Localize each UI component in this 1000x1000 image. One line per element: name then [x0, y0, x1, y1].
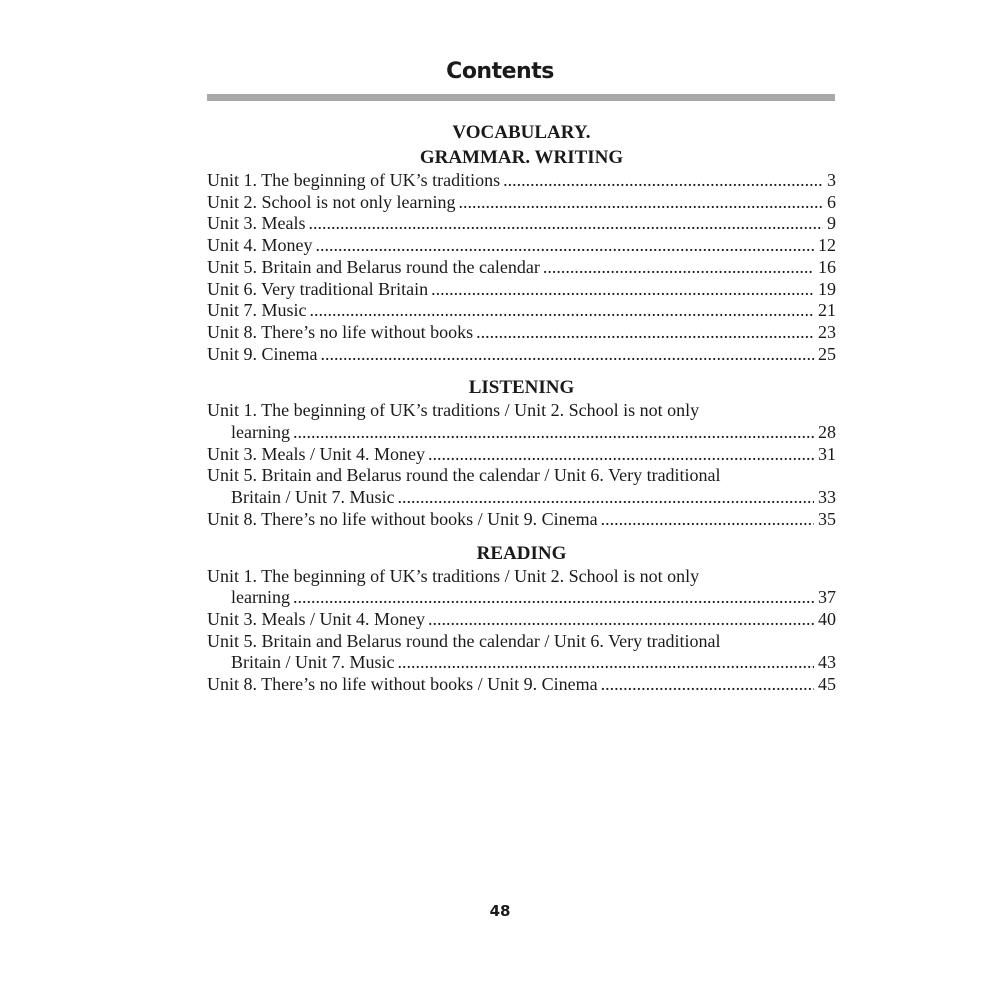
dot-leader: [309, 213, 824, 235]
entry-continuation: [207, 487, 836, 509]
dot-leader: [543, 257, 814, 279]
entry-label: Unit 5. Britain and Belarus round the calendar: [207, 256, 540, 277]
entry-label: learning: [231, 422, 290, 443]
entry-label: Unit 9. Cinema: [207, 343, 318, 364]
toc-entry[interactable]: [207, 257, 836, 279]
section-heading-line: LISTENING: [468, 377, 575, 399]
dot-leader: [293, 422, 814, 444]
toc-entry[interactable]: [207, 213, 836, 235]
entry-page-number: 25: [818, 343, 836, 364]
section-heading: [207, 120, 836, 170]
entry-label: Britain / Unit 7. Music: [231, 487, 395, 508]
entry-page-number: 28: [818, 422, 836, 443]
entry-page-number: 35: [818, 508, 836, 529]
entry-page-number: 33: [818, 487, 836, 508]
entry-label: Unit 6. Very traditional Britain: [207, 278, 429, 299]
entry-label: Unit 4. Money: [207, 235, 313, 256]
entry-label: Unit 3. Meals / Unit 4. Money: [207, 443, 425, 464]
entry-first-line: Unit 5. Britain and Belarus round the calendar / Unit 6. Very traditional: [207, 630, 721, 651]
entry-page-number: 12: [818, 235, 836, 256]
toc-entry[interactable]: [207, 322, 836, 344]
toc-entry[interactable]: [207, 279, 836, 301]
toc-entry[interactable]: [207, 465, 836, 508]
entry-first-line: Unit 5. Britain and Belarus round the calendar / Unit 6. Very traditional: [207, 465, 721, 486]
dot-leader: [428, 444, 814, 466]
toc-entry[interactable]: [207, 674, 836, 696]
dot-leader: [316, 235, 815, 257]
dot-leader: [310, 300, 814, 322]
toc-entry[interactable]: [207, 509, 836, 531]
dot-leader: [601, 674, 814, 696]
entry-label: Unit 8. There’s no life without books: [207, 321, 474, 342]
entry-label: Unit 3. Meals: [207, 213, 306, 234]
entry-label: Unit 3. Meals / Unit 4. Money: [207, 608, 425, 629]
entry-page-number: 40: [818, 608, 836, 629]
entry-continuation: [207, 587, 836, 609]
section-vocabulary: [207, 120, 836, 365]
entry-label: Unit 8. There’s no life without books / Unit 9. Cinema: [207, 508, 598, 529]
entry-page-number: 6: [827, 191, 836, 212]
dot-leader: [476, 322, 814, 344]
toc-entry[interactable]: [207, 609, 836, 631]
entry-page-number: 31: [818, 443, 836, 464]
toc-entry[interactable]: [207, 344, 836, 366]
section-listening: [207, 375, 836, 530]
page-title: Contents: [446, 59, 554, 84]
entry-page-number: 45: [818, 674, 836, 695]
section-reading: [207, 541, 836, 696]
toc-entry[interactable]: [207, 170, 836, 192]
entry-page-number: 19: [818, 278, 836, 299]
toc-entry[interactable]: [207, 300, 836, 322]
entry-page-number: 37: [818, 587, 836, 608]
dot-leader: [431, 279, 814, 301]
dot-leader: [398, 652, 815, 674]
title-rule: [207, 94, 835, 101]
entry-label: Britain / Unit 7. Music: [231, 652, 395, 673]
dot-leader: [398, 487, 815, 509]
entry-first-line: Unit 1. The beginning of UK’s traditions / Unit 2. School is not only: [207, 400, 700, 421]
dot-leader: [503, 170, 823, 192]
entry-label: Unit 2. School is not only learning: [207, 191, 456, 212]
dot-leader: [428, 609, 814, 631]
dot-leader: [458, 192, 823, 214]
dot-leader: [293, 587, 814, 609]
section-heading-line: VOCABULARY.: [452, 122, 591, 143]
dot-leader: [601, 509, 814, 531]
entry-page-number: 23: [818, 321, 836, 342]
entry-page-number: 16: [818, 256, 836, 277]
entry-page-number: 3: [827, 170, 836, 190]
page-number: 48: [489, 902, 511, 920]
section-heading-line: READING: [476, 542, 567, 564]
toc-entry[interactable]: [207, 400, 836, 443]
entry-page-number: 21: [818, 300, 836, 321]
table-of-contents: [207, 120, 836, 696]
entry-page-number: 9: [827, 213, 836, 234]
entry-label: Unit 7. Music: [207, 300, 307, 321]
entry-page-number: 43: [818, 652, 836, 673]
dot-leader: [321, 344, 815, 366]
toc-entry[interactable]: [207, 192, 836, 214]
section-heading: [207, 375, 836, 400]
entry-label: Unit 1. The beginning of UK’s traditions: [207, 170, 501, 190]
toc-entry[interactable]: [207, 631, 836, 674]
section-heading-line: GRAMMAR. WRITING: [419, 147, 624, 168]
entry-continuation: [207, 422, 836, 444]
entry-label: learning: [231, 587, 290, 608]
section-heading: [207, 541, 836, 566]
entry-continuation: [207, 652, 836, 674]
entry-label: Unit 8. There’s no life without books / Unit 9. Cinema: [207, 674, 598, 695]
toc-entry[interactable]: [207, 235, 836, 257]
entry-first-line: Unit 1. The beginning of UK’s traditions / Unit 2. School is not only: [207, 565, 700, 586]
toc-entry[interactable]: [207, 566, 836, 609]
toc-entry[interactable]: [207, 444, 836, 466]
